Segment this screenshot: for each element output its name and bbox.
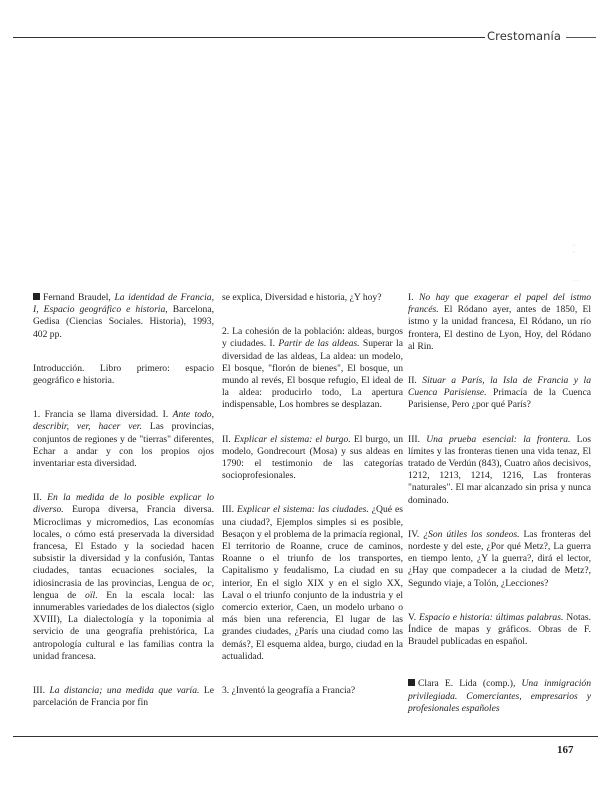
running-header [13,31,598,47]
entry-title: La identidad de Francia, I, Espacio geográfico e historia [33,292,214,316]
column-3 [408,292,591,727]
toc-text: . En la escala local: las innumerables variedades de los dialectos (siglo XVIII), La dialectología y la toponimia al servicio de una geografía prehistórica, La antropología cultural e las familias contra la unidad francesa. [33,589,214,662]
toc-lead: III. [408,433,427,445]
toc-heading: En la medida de lo posible explicar lo diverso. [33,492,215,516]
footer-rule [13,736,598,737]
toc-paragraph: se explica, Diversidad e historia, ¿Y hoy? [222,292,382,303]
toc-lead: III. [33,685,50,697]
toc-term: oïl [85,589,96,601]
toc-lead: V. [408,611,419,623]
toc-heading: La distancia; una medida que varía. [49,685,200,697]
header-rule-tail [566,37,596,38]
toc-lead: III. [222,504,238,516]
book-entry-lida [408,678,591,715]
toc-lead: 1. Francia se llama diversidad. I. [33,409,173,421]
scan-specks: · · · · [573,243,579,284]
toc-paragraph [408,529,591,590]
toc-paragraph [408,612,591,649]
toc-heading: Explicar el sistema: el burgo. [234,433,351,445]
book-entry-braudel [33,292,214,341]
toc-paragraph [408,292,591,353]
toc-paragraph [222,504,403,663]
bullet-square-icon [408,679,415,686]
toc-heading: Explicar el sistema: las ciudades. [237,504,369,516]
column-2 [222,292,403,709]
toc-lead: IV. [408,528,424,540]
toc-text: Los límites y las fronteras tienen una vida tenaz, El tratado de Verdún (843), Cuatro años decisivos, 1212, 1213, 1214, 1216, Las fronteras "naturales". El mar alcanzado sin prisa y nunca dominado. [408,433,592,506]
toc-text: Notas. Índice de mapas y gráficos. Obras de F. Braudel publicadas en español. [408,611,591,648]
toc-heading: Espacio e historia: últimas palabras. [418,611,564,623]
toc-text: Las provincias, conjuntos de regiones y de "tierras" diferentes, Echar a andar y con los propios ojos inventariar esta diversidad. [33,421,215,470]
entry-publication: , Barcelona, Gedisa (Ciencias Sociales. Historia), 1993, 402 pp. [33,304,214,340]
toc-lead: II. [408,375,423,387]
toc-text: ¿Qué es una ciudad?, Ejemplos simples si es posible, Besaçon y el problema de la primacía regional, El territorio de Roanne, cruce de caminos, Roanne o el triunfo de los transportes, Capitalismo y feudalismo, La ciudad en su interior, En el siglo XIX y en el siglo XX, Laval o el triunfo conjunto de la industria y el comercio exterior, Caen, un modelo urbano o más bien una referencia, El lugar de las grandes ciudades, ¿París una ciudad como las demás?, El esquema aldea, burgo, ciudad en la actualidad. [222,504,404,662]
toc-lead: II. [222,433,234,445]
toc-heading: Ante todo, describir, ver, hacer ver. [33,409,215,433]
toc-text: El burgo, un modelo, Gondrecourt (Mosa) y sus aldeas en 1790: el testimonio de las categorías socioprofesionales. [222,433,403,482]
toc-heading: Partir de las aldeas. [278,338,360,350]
toc-lead: II. [33,492,48,504]
page-number: 167 [557,744,574,756]
toc-text: El Ródano ayer, antes de 1850, El istmo y la unidad francesa, El Ródano, un río frontera, El destino de Lyon, Hoy, del Ródano al Rin. [408,304,591,352]
toc-paragraph [33,409,214,470]
toc-paragraph [33,685,214,709]
entry-author: Fernand Braudel, [43,292,111,303]
toc-paragraph [408,434,591,507]
toc-heading: ¿Son útiles los sondeos. [423,528,520,540]
toc-text: Le parcelación de Francia por fin [33,685,214,709]
toc-text: Europa diversa, Francia diversa. Microclimas y micromedios, Las economías locales, o cómo está preservada la diversidad francesa, El Estado y la sociedad hacen subsistir la diversidad y la confusión, Tantas ciudades, tantas ecuaciones sociales, la idiosincrasia de las provincias, Lengua de [33,504,214,589]
toc-paragraph [33,492,214,663]
toc-lead: I. [408,292,419,303]
toc-text: Superar la diversidad de las aldeas, La aldea: un modelo, El bosque, "florón de bienes", El bosque, un mundo al revés, El bosque refugio, El ideal de la aldea: producirlo todo, La apertura indispensable, Los hombres se desplazan. [222,338,403,411]
toc-lead: 2. La cohesión de la población: aldeas, burgos y ciudades. I. [222,326,403,350]
intro-paragraph: Introducción. Libro primero: espacio geográfico e historia. [33,362,214,387]
header-rule [13,37,485,38]
toc-text: Primacía de la Cuenca Parisiense, Pero ¿por qué París? [408,387,591,411]
bullet-square-icon [33,293,40,300]
toc-paragraph [222,434,403,483]
toc-text: Las fronteras del nordeste y del este, ¿Por qué Metz?, La guerra en tiempo lento, ¿Y la guerra?, dirá el lector, ¿Hay que compadecer a la ciudad de Metz?, Segundo viaje, a Tolón, ¿Lecciones? [408,528,591,589]
toc-term: oc [202,577,212,589]
toc-text: , lengua de [33,577,214,601]
toc-heading: Una prueba esencial: la frontera. [426,433,571,445]
toc-paragraph [222,326,403,411]
toc-paragraph [408,375,591,412]
entry-author: Clara E. Lida (comp.), [418,678,522,690]
toc-paragraph: 3. ¿Inventó la geografía a Francia? [222,685,356,697]
toc-heading: Situar a París, la Isla de Francia y la Cuenca Parisiense. [408,375,591,399]
toc-heading: No hay que exagerar el papel del istmo francés. [408,292,591,316]
running-title: Crestomanía [487,29,561,43]
entry-title: Una inmigración privilegiada. Comerciantes, empresarios y profesionales españoles [408,678,591,714]
column-1 [33,292,214,721]
